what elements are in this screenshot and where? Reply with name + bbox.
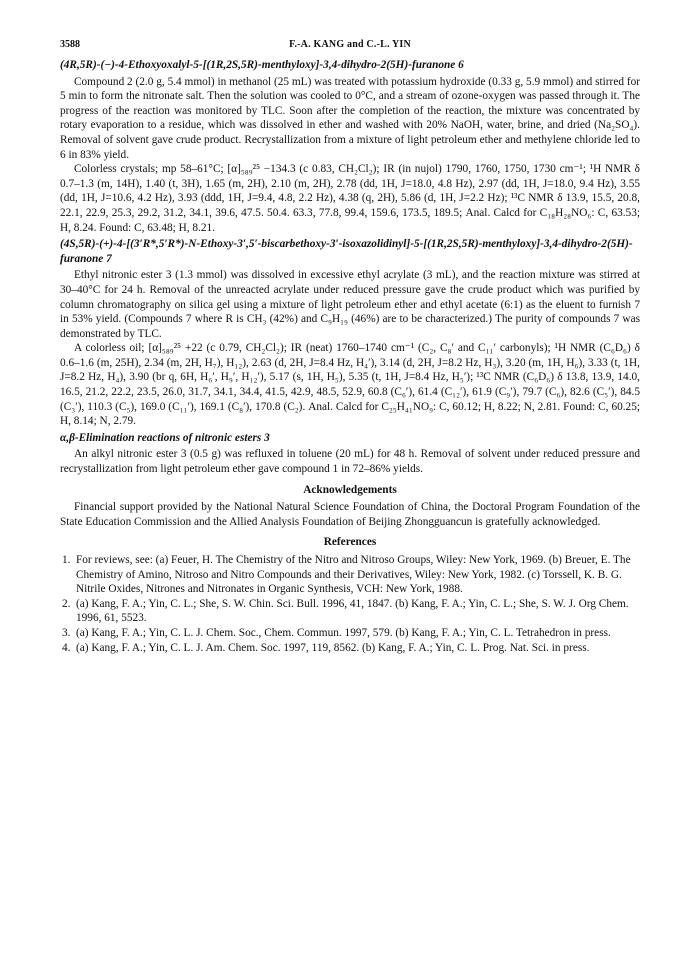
reference-item xyxy=(60,641,640,656)
compound-7-characterization: A colorless oil; [α]₅₈₉²⁵ +22 (c 0.79, CH₂Cl₂); IR (neat) 1760–1740 cm⁻¹ (C₂, C₈′ and C₁₁′ carbonyls); ¹H NMR (C₆D₆) δ 0.6–1.6 (m, 25H), 2.34 (m, 2H, H₇), H₁₂), 2.63 (d, 2H, J=8.4 Hz, H₄′), 3.14 (d, 2H, J=8.2 Hz, H₃), 3.20 (m, 1H, H₆), 3.33 (t, 1H, J=8.2 Hz, H₄), 3.90 (br q, 6H, H₆′, H₉′, H₁₂′), 5.17 (s, 1H, H₅), 5.35 (t, 1H, J=8.4 Hz, H₅′); ¹³C NMR (C₆D₆) δ 13.8, 13.9, 14.0, 16.5, 21.2, 22.2, 23.5, 26.0, 31.7, 34.1, 34.4, 41.5, 42.9, 48.5, 52.9, 60.8 (C₆′), 61.4 (C₁₂′), 61.9 (C₉′), 79.7 (C₆), 82.6 (C₅′), 84.5 (C₃′), 110.3 (C₅), 169.0 (C₁₁′), 169.1 (C₈′), 170.8 (C₂). Anal. Calcd for C₂₅H₄₁NO₉: C, 60.12; H, 8.22; N, 2.81. Found: C, 60.25; H, 8.14; N, 2.79. xyxy=(60,342,640,428)
reference-list xyxy=(60,553,640,655)
reference-number: 1. xyxy=(62,554,71,566)
reference-number: 2. xyxy=(62,597,71,610)
reference-item xyxy=(60,626,640,641)
reference-text: (a) Kang, F. A.; Yin, C. L. J. Chem. Soc., Chem. Commun. 1997, 579. (b) Kang, F. A.; Yin, C. L. Tetrahedron in press. xyxy=(76,626,611,639)
page-number: 3588 xyxy=(60,39,80,50)
compound-7-title: (4S,5R)-(+)-4-[(3′R*,5′R*)-N-Ethoxy-3′,5′-biscarbethoxy-3′-isoxazolidinyl]-5-[(1R,2S,5R)-menthyloxy]-3,4-dihydro-2(5H)-furanone 7 xyxy=(60,238,633,265)
acknowledgements-text: Financial support provided by the National Natural Science Foundation of China, the Doctoral Program Foundation of the State Education Commission and the Allied Analysis Foundation of Beijing Zhongguancun is gratefully acknowledged. xyxy=(60,501,640,528)
references-heading: References xyxy=(323,536,377,549)
reference-number: 3. xyxy=(62,626,71,639)
reference-number: 4. xyxy=(62,641,71,654)
running-head xyxy=(60,38,640,56)
reference-item xyxy=(60,553,640,597)
journal-page xyxy=(60,38,640,655)
compound-6-title: (4R,5R)-(−)-4-Ethoxyoxalyl-5-[(1R,2S,5R)-menthyloxy]-3,4-dihydro-2(5H)-furanone 6 xyxy=(60,59,464,71)
compound-6-characterization: Colorless crystals; mp 58–61°C; [α]₅₈₉²⁵ −134.3 (c 0.83, CH₂Cl₂); IR (in nujol) 1790, 1760, 1750, 1730 cm⁻¹; ¹H NMR δ 0.7–1.3 (m, 14H), 1.40 (t, 3H), 1.65 (m, 2H), 2.10 (m, 2H), 2.78 (dd, 1H, J=18.0, 4.8 Hz), 2.97 (dd, 1H, J=18.0, 9.4 Hz), 3.55 (dd, 1H, J=10.6, 4.2 Hz), 3.93 (ddd, 1H, J=9.4, 4.8, 2.2 Hz), 4.38 (q, 2H), 5.86 (d, 1H, J=2.2 Hz); ¹³C NMR δ 13.9, 15.5, 20.8, 22.1, 22.9, 25.3, 29.2, 31.2, 34.1, 39.6, 47.5. 50.4. 63.3, 77.8, 99.4, 159.6, 173.5, 189.5; Anal. Calcd for C₁₈H₂₈NO₆: C, 63.53; H, 8.24. Found: C, 63.48; H, 8.21. xyxy=(60,163,640,234)
reference-text: (a) Kang, F. A.; Yin, C. L.; She, S. W. Chin. Sci. Bull. 1996, 41, 1847. (b) Kang, F. A.; Yin, C. L.; She, S. W. J. Org Chem. 1996, 61, 5523. xyxy=(76,597,629,625)
compound-6-procedure: Compound 2 (2.0 g, 5.4 mmol) in methanol (25 mL) was treated with potassium hydroxide (0.33 g, 5.9 mmol) and stirred for 5 min to form the nitronate salt. Then the solution was cooled to 0°C, and a stream of ozone-oxygen was passed through it. The progress of the reaction was monitored by TLC. Soon after the completion of the reaction, the mixture was concentrated by rotary evaporation to a residue, which was dissolved in ether and washed with 20% NaOH, water, brine, and dried (Na₂SO₄). Removal of solvent gave crude product. Recrystallization from a mixture of light petroleum ether and methylene chloride led to 6 in 83% yield. xyxy=(60,75,640,161)
reference-text: For reviews, see: (a) Feuer, H. The Chemistry of the Nitro and Nitroso Groups, Wiley: New York, 1969. (b) Breuer, E. The Chemistry of Amino, Nitroso and Nitro Compounds and their Derivatives, Wiley: New York, 1982. (c) Torssell, K. B. G. Nitrile Oxides, Nitrones and Nitronates in Organic Synthesis, VCH: New York, 1988. xyxy=(76,554,631,596)
elimination-title: α,β-Elimination reactions of nitronic esters 3 xyxy=(60,431,270,444)
acknowledgements-heading: Acknowledgements xyxy=(303,483,397,496)
reference-item xyxy=(60,597,640,626)
reference-text: (a) Kang, F. A.; Yin, C. L. J. Am. Chem. Soc. 1997, 119, 8562. (b) Kang, F. A.; Yin, C. L. Prog. Nat. Sci. in press. xyxy=(76,641,590,654)
elimination-procedure: An alkyl nitronic ester 3 (0.5 g) was refluxed in toluene (20 mL) for 48 h. Removal of solvent under reduced pressure and recrystallization from light petroleum ether gave compound 1 in 72–86% yields. xyxy=(60,448,640,476)
compound-7-procedure: Ethyl nitronic ester 3 (1.3 mmol) was dissolved in excessive ethyl acrylate (3 mL), and the reaction mixture was stirred at 30–40°C for 24 h. Removal of the unreacted acrylate under reduced pressure gave the crude product which was purified by column chromatography on silica gel using a mixture of light petroleum ether and ethyl acetate (6:1) as the eluent to furnish 7 in 53% yield. (Compounds 7 where R is CH₃ (42%) and C₉H₁₉ (46%) are to be characterized.) The purity of compounds 7 was demonstrated by TLC. xyxy=(60,269,640,340)
running-head-authors: F.-A. KANG and C.-L. YIN xyxy=(289,39,411,50)
